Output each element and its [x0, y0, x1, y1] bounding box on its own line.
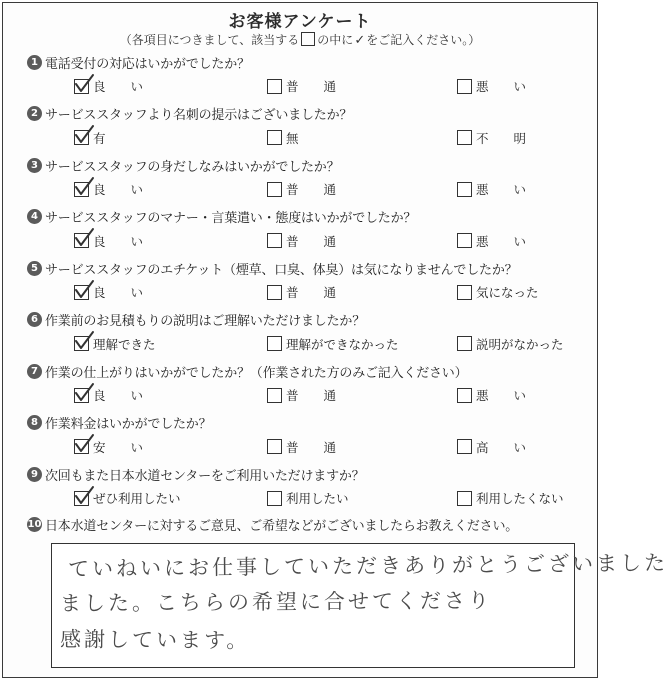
- option-3[interactable]: [457, 180, 582, 198]
- checkbox[interactable]: [267, 79, 282, 94]
- checkbox[interactable]: [267, 285, 282, 300]
- option-group: [27, 489, 587, 509]
- option-label: 良 い: [93, 388, 144, 403]
- option-label: 安 い: [93, 439, 144, 455]
- question-7: [27, 362, 587, 412]
- option-label: 悪 い: [476, 388, 527, 403]
- option-label: 無: [286, 130, 299, 146]
- question-text: 次回もまた日本水道センターをご利用いただけますか？: [45, 468, 365, 484]
- option-2[interactable]: [267, 335, 457, 353]
- option-3[interactable]: [457, 129, 582, 147]
- option-3[interactable]: [457, 386, 582, 404]
- checkbox[interactable]: [74, 233, 89, 248]
- checkbox[interactable]: [267, 491, 282, 506]
- question-text: 日本水道センターに対するご意見、ご希望などがございましたらお教えください。: [45, 518, 519, 534]
- option-label: 普 通: [286, 285, 337, 300]
- option-2[interactable]: [267, 283, 457, 301]
- checkbox[interactable]: [74, 491, 89, 506]
- survey-form: [2, 2, 668, 678]
- checkbox[interactable]: [267, 233, 282, 248]
- question-4: [27, 208, 587, 258]
- question-number-badge: 3: [27, 158, 42, 173]
- checkbox[interactable]: [457, 130, 472, 145]
- instructions-middle: の中に: [317, 33, 354, 47]
- option-label: 利用したくない: [476, 491, 564, 506]
- checkbox[interactable]: [457, 285, 472, 300]
- checkbox[interactable]: [74, 439, 89, 454]
- option-1[interactable]: [74, 386, 264, 404]
- option-label: 不 明: [476, 130, 527, 146]
- option-3[interactable]: [457, 232, 582, 250]
- question-text: サービススタッフより名刺の提示はございましたか？: [45, 108, 353, 123]
- question-3: [27, 156, 587, 206]
- checkbox[interactable]: [457, 182, 472, 197]
- option-2[interactable]: [267, 386, 457, 404]
- option-group: [27, 180, 587, 200]
- option-group: [27, 77, 587, 97]
- checkbox[interactable]: [74, 130, 89, 145]
- question-number-badge: 4: [27, 209, 42, 224]
- question-6: [27, 311, 587, 361]
- option-group: [27, 438, 587, 458]
- checkbox[interactable]: [457, 388, 472, 403]
- option-3[interactable]: [457, 438, 582, 456]
- option-group: [27, 232, 587, 252]
- checkbox[interactable]: [74, 388, 89, 403]
- option-1[interactable]: [74, 77, 264, 95]
- question-number-badge: 1: [27, 55, 42, 70]
- option-3[interactable]: [457, 283, 582, 301]
- handwritten-comment-line: 感謝しています。: [59, 627, 251, 653]
- checkbox-example-icon: [301, 32, 315, 46]
- option-1[interactable]: [74, 335, 264, 353]
- option-label: 説明がなかった: [476, 336, 564, 352]
- checkbox[interactable]: [74, 336, 89, 351]
- question-number-badge: 9: [27, 467, 42, 482]
- option-1[interactable]: [74, 129, 264, 147]
- option-1[interactable]: [74, 232, 264, 250]
- option-label: 理解できた: [93, 336, 156, 352]
- instructions-suffix: をご記入ください。）: [366, 33, 481, 47]
- option-label: 理解ができなかった: [286, 336, 399, 352]
- option-group: [27, 386, 587, 406]
- checkbox[interactable]: [267, 336, 282, 351]
- question-8: [27, 414, 587, 464]
- comment-textarea[interactable]: [51, 543, 668, 668]
- option-label: 良 い: [93, 182, 144, 197]
- option-label: 高 い: [476, 439, 527, 455]
- checkbox[interactable]: [74, 79, 89, 94]
- checkbox[interactable]: [74, 285, 89, 300]
- form-instructions: [3, 31, 597, 48]
- option-label: 良 い: [93, 285, 144, 300]
- question-5: [27, 259, 587, 309]
- handwritten-comment-line: ました。こちらの希望に合せてくださり: [59, 588, 493, 616]
- option-group: [27, 335, 587, 355]
- option-label: 利用したい: [286, 491, 349, 506]
- checkmark-example-icon: ✓: [354, 33, 366, 48]
- checkbox[interactable]: [457, 79, 472, 94]
- option-label: 普 通: [286, 182, 337, 197]
- option-1[interactable]: [74, 489, 264, 507]
- option-label: 悪 い: [476, 182, 527, 197]
- question-number-badge: 10: [27, 518, 42, 530]
- checkbox[interactable]: [457, 439, 472, 454]
- option-2[interactable]: [267, 129, 457, 147]
- question-2: [27, 105, 587, 155]
- question-text: サービススタッフの身だしなみはいかがでしたか？: [45, 159, 340, 175]
- checkbox[interactable]: [267, 130, 282, 145]
- option-label: ぜひ利用したい: [93, 491, 181, 506]
- option-group: [27, 129, 587, 149]
- option-1[interactable]: [74, 283, 264, 301]
- option-label: 悪 い: [476, 233, 527, 249]
- option-3[interactable]: [457, 489, 582, 507]
- option-label: 良 い: [93, 79, 144, 94]
- checkbox[interactable]: [457, 491, 472, 506]
- option-3[interactable]: [457, 335, 582, 353]
- question-9: [27, 465, 587, 515]
- option-label: 普 通: [286, 439, 337, 455]
- question-number-badge: 2: [27, 106, 42, 121]
- checkbox[interactable]: [267, 182, 282, 197]
- question-text: 作業料金はいかがでしたか？: [45, 417, 212, 432]
- option-1[interactable]: [74, 180, 264, 198]
- checkbox[interactable]: [267, 439, 282, 454]
- option-label: 普 通: [286, 79, 337, 94]
- question-text: 電話受付の対応はいかがでしたか？: [45, 56, 250, 72]
- checkbox[interactable]: [457, 233, 472, 248]
- question-1: [27, 53, 587, 103]
- question-10: [27, 515, 587, 533]
- question-text: サービススタッフのマナー・言葉遣い・態度はいかがでしたか？: [45, 211, 417, 226]
- question-text: 作業の仕上がりはいかがでしたか？（作業された方のみご記入ください）: [45, 365, 468, 381]
- question-number-badge: 6: [27, 312, 42, 327]
- option-label: 普 通: [286, 233, 337, 249]
- option-label: 悪 い: [476, 79, 527, 94]
- question-number-badge: 5: [27, 261, 42, 276]
- option-label: 良 い: [93, 233, 144, 249]
- option-label: 気になった: [476, 285, 539, 300]
- instructions-prefix: （各項目につきまして、該当する: [119, 33, 300, 47]
- option-2[interactable]: [267, 438, 457, 456]
- checkbox[interactable]: [74, 182, 89, 197]
- option-2[interactable]: [267, 77, 457, 95]
- question-number-badge: 7: [27, 364, 42, 379]
- option-label: 有: [93, 130, 106, 146]
- option-group: [27, 283, 587, 303]
- option-2[interactable]: [267, 232, 457, 250]
- checkbox[interactable]: [267, 388, 282, 403]
- form-title: お客様アンケート: [228, 12, 372, 32]
- handwritten-comment-line: ていねいにお仕事していただきありがとうございました: [67, 550, 668, 582]
- option-label: 普 通: [286, 388, 337, 403]
- question-text: 作業前のお見積もりの説明はご理解いただけましたか？: [45, 314, 366, 329]
- question-text: サービススタッフのエチケット（煙草、口臭、体臭）は気になりませんでしたか？: [45, 262, 518, 278]
- option-2[interactable]: [267, 180, 457, 198]
- option-1[interactable]: [74, 438, 264, 456]
- option-2[interactable]: [267, 489, 457, 507]
- checkbox[interactable]: [457, 336, 472, 351]
- question-number-badge: 8: [27, 415, 42, 430]
- option-3[interactable]: [457, 77, 582, 95]
